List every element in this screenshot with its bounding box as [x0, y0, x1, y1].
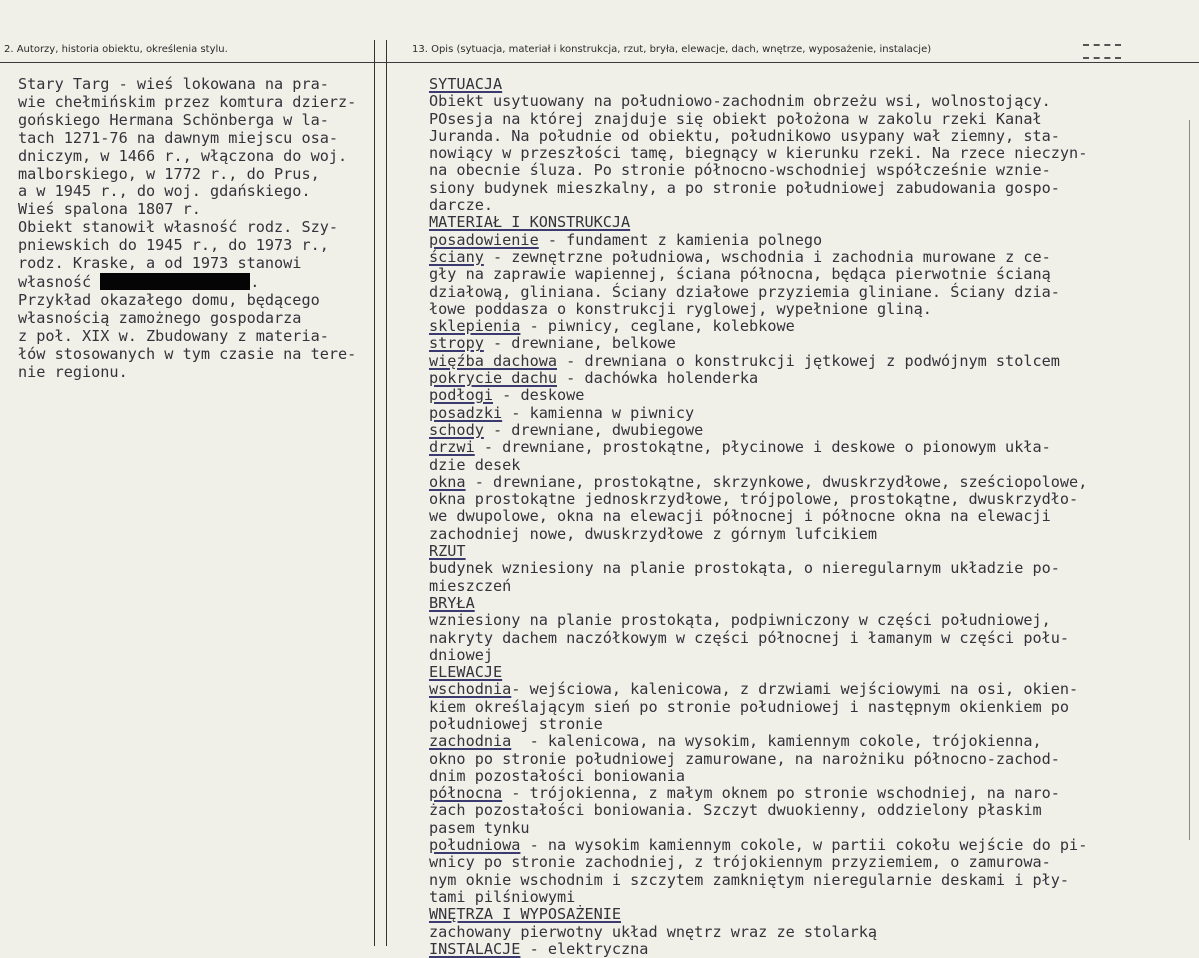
description-line — [429, 93, 1194, 110]
history-line: a w 1945 r., do woj. gdańskiego. — [18, 182, 311, 201]
description-line — [429, 785, 1194, 802]
line-text: nym oknie wschodnim i szczytem zamkniętym nieregularnie deskami i pły- — [429, 870, 1070, 889]
description-line — [429, 526, 1194, 543]
underlined-term: ELEWACJE — [429, 663, 503, 682]
header-rule — [0, 62, 1199, 63]
description-line — [429, 647, 1194, 664]
underlined-term: stropy — [429, 334, 484, 353]
underlined-term: RZUT — [429, 542, 466, 561]
line-text: - trójokienna, z małym oknem po stronie wschodniej, na naro- — [502, 784, 1060, 803]
underlined-term: posadowienie — [429, 230, 539, 249]
line-text: - piwnicy, ceglane, kolebkowe — [520, 317, 795, 336]
description-line — [429, 872, 1194, 889]
underlined-term: wschodnia — [429, 680, 512, 699]
line-text: na obecnie śluza. Po stronie północno-wschodniej współcześnie wznie- — [429, 161, 1051, 180]
description-text — [429, 76, 1194, 958]
history-line: wie chełmińskim przez komtura dzierz- — [18, 92, 357, 111]
description-line — [429, 733, 1194, 750]
line-text: darcze. — [429, 196, 494, 215]
history-line: z poł. XIX w. Zbudowany z materia- — [18, 326, 329, 345]
description-line — [429, 630, 1194, 647]
line-text: - dachówka holenderka — [557, 369, 759, 388]
description-line — [429, 768, 1194, 785]
owner-suffix: . — [250, 272, 260, 291]
line-text: okna prostokątne jednoskrzydłowe, trójpolowe, prostokątne, dwuskrzydło- — [429, 490, 1079, 509]
line-text: - na wysokim kamiennym cokole, w partii cokołu wejście do pi- — [520, 836, 1088, 855]
description-line — [429, 111, 1194, 128]
line-text: siony budynek mieszkalny, a po stronie południowej zabudowania gospo- — [429, 178, 1060, 197]
description-line — [429, 405, 1194, 422]
section-heading — [429, 906, 1194, 923]
underlined-term: okna — [429, 472, 466, 491]
underlined-term: MATERIAŁ I KONSTRUKCJA — [429, 213, 631, 232]
line-text: łowe poddasza o konstrukcji ryglowej, wypełnione gliną. — [429, 299, 932, 318]
line-text: pasem tynku — [429, 818, 530, 837]
description-line — [429, 699, 1194, 716]
underlined-term: pokrycie dachu — [429, 369, 558, 388]
history-line: rodz. Kraske, a od 1973 stanowi — [18, 254, 302, 273]
description-line — [429, 145, 1194, 162]
line-text: - drewniane, prostokątne, płycinowe i deskowe o pionowym ukła- — [474, 438, 1051, 457]
history-line: Obiekt stanowił własność rodz. Szy- — [18, 218, 339, 237]
line-text: - drewniane, dwubiegowe — [483, 420, 704, 439]
underlined-term: ściany — [429, 247, 484, 266]
line-text: żach pozostałości boniowania. Szczyt dwuokienny, oddzielony płaskim — [429, 801, 1042, 820]
section-heading — [429, 664, 1194, 681]
line-text: kiem określającym sień po stronie południowej i następnym okienkiem po — [429, 697, 1070, 716]
description-line — [429, 578, 1194, 595]
line-text: - fundament z kamienia polnego — [538, 230, 823, 249]
line-text: we dwupolowe, okna na elewacji północnej i północne okna na elewacji — [429, 507, 1051, 526]
underlined-term: więźba dachowa — [429, 351, 558, 370]
history-line: tach 1271-76 na dawnym miejscu osa- — [18, 128, 339, 147]
description-line — [429, 681, 1194, 698]
line-text: wnicy po stronie zachodniej, z trójokiennym przyziemiem, o zamurowa- — [429, 853, 1051, 872]
underlined-term: północna — [429, 784, 503, 803]
description-line — [429, 284, 1194, 301]
underlined-term: drzwi — [429, 438, 475, 457]
owner-label: własność — [18, 272, 101, 291]
underlined-term: podłogi — [429, 386, 494, 405]
history-line: dniczym, w 1466 r., włączona do woj. — [18, 146, 348, 165]
section-13-header: 13. Opis (sytuacja, materiał i konstrukcja, rzut, bryła, elewacje, dach, wnętrze, wyposażenie, instalacje) — [412, 44, 932, 55]
line-text: wzniesiony na planie prostokąta, podpiwniczony w części południowej, — [429, 611, 1051, 630]
line-text: - drewniane, prostokątne, skrzynkowe, dwuskrzydłowe, sześciopolowe, — [465, 472, 1088, 491]
line-text: zachodniej nowe, dwuskrzydłowe z górnym lufcikiem — [429, 524, 878, 543]
underlined-term: BRYŁA — [429, 593, 475, 612]
history-line: gońskiego Hermana Schönberga w la- — [18, 110, 329, 129]
line-text: POsesja na której znajduje się obiekt położona w zakolu rzeki Kanał — [429, 109, 1042, 128]
line-text: - deskowe — [493, 386, 585, 405]
line-text: okno po stronie południowej zamurowane, na narożniku północno-zachod- — [429, 749, 1060, 768]
description-line — [429, 802, 1194, 819]
underlined-term: INSTALACJE — [429, 939, 521, 958]
description-line — [429, 560, 1194, 577]
description-line — [429, 820, 1194, 837]
description-line — [429, 837, 1194, 854]
description-line — [429, 232, 1194, 249]
description-line — [429, 854, 1194, 871]
line-text: budynek wzniesiony na planie prostokąta, o nieregularnym układzie po- — [429, 559, 1060, 578]
description-line — [429, 301, 1194, 318]
history-text — [18, 76, 390, 381]
form-mark — [1083, 44, 1121, 59]
line-text: - elektryczna — [520, 939, 649, 958]
description-line — [429, 508, 1194, 525]
description-line — [429, 128, 1194, 145]
description-line — [429, 439, 1194, 456]
line-text: - zewnętrzne południowa, wschodnia i zachodnia murowane z ce- — [483, 247, 1051, 266]
description-line — [429, 716, 1194, 733]
line-text: - wejściowa, kalenicowa, z drzwiami wejściowymi na osi, okien- — [511, 680, 1079, 699]
section-heading — [429, 214, 1194, 231]
section-2-header: 2. Autorzy, historia obiektu, określenia stylu. — [4, 44, 228, 55]
line-text: tami pilśniowymi — [429, 887, 576, 906]
description-line — [429, 457, 1194, 474]
line-text: dniowej — [429, 645, 494, 664]
description-line — [429, 612, 1194, 629]
line-text: - kamienna w piwnicy — [502, 403, 695, 422]
line-text: dnim pozostałości boniowania — [429, 766, 686, 785]
description-line — [429, 387, 1194, 404]
line-text: zachowany pierwotny układ wnętrz wraz ze stolarką — [429, 922, 878, 941]
description-line — [429, 924, 1194, 941]
section-heading — [429, 543, 1194, 560]
description-line — [429, 249, 1194, 266]
line-text: Obiekt usytuowany na południowo-zachodnim obrzeżu wsi, wolnostojący. — [429, 92, 1051, 111]
description-line — [429, 197, 1194, 214]
description-line — [429, 335, 1194, 352]
history-line: łów stosowanych w tym czasie na tere- — [18, 344, 357, 363]
line-text: - drewniane, belkowe — [483, 334, 676, 353]
line-text: - drewniana o konstrukcji jętkowej z podwójnym stolcem — [557, 351, 1060, 370]
line-text: mieszczeń — [429, 576, 512, 595]
underlined-term: południowa — [429, 836, 521, 855]
line-text: działową, gliniana. Ściany działowe przyziemia gliniane. Ściany dzia- — [429, 282, 1060, 301]
underlined-term: zachodnia — [429, 732, 512, 751]
history-line: nie regionu. — [18, 362, 128, 381]
history-line: Wieś spalona 1807 r. — [18, 200, 201, 219]
line-text: południowej stronie — [429, 714, 603, 733]
line-text: nowiący w przeszłości tamę, biegnący w kierunku rzeki. Na rzece nieczyn- — [429, 144, 1088, 163]
line-text: dzie desek — [429, 455, 521, 474]
description-line — [429, 353, 1194, 370]
line-text: Juranda. Na południe od obiektu, południkowo usypany wał ziemny, sta- — [429, 126, 1060, 145]
history-line: malborskiego, w 1772 r., do Prus, — [18, 164, 320, 183]
underlined-term: WNĘTRZA I WYPOSAŻENIE — [429, 905, 622, 924]
line-text: nakryty dachem naczółkowym w części północnej i łamanym w części połu- — [429, 628, 1070, 647]
description-line — [429, 422, 1194, 439]
underlined-term: schody — [429, 420, 484, 439]
description-line — [429, 491, 1194, 508]
underlined-term: posadzki — [429, 403, 503, 422]
underlined-term: sklepienia — [429, 317, 521, 336]
history-line: Przykład okazałego domu, będącego — [18, 290, 320, 309]
line-text: gły na zaprawie wapiennej, ściana północna, będąca pierwotnie ścianą — [429, 265, 1051, 284]
history-line: Stary Targ - wieś lokowana na pra- — [18, 75, 329, 93]
owner-line — [18, 273, 390, 292]
description-line — [429, 266, 1194, 283]
description-line — [429, 941, 1194, 958]
description-line — [429, 162, 1194, 179]
line-text: - kalenicowa, na wysokim, kamiennym cokole, trójokienna, — [511, 732, 1042, 751]
description-line — [429, 180, 1194, 197]
description-line — [429, 889, 1194, 906]
description-line — [429, 751, 1194, 768]
history-line: własnością zamożnego gospodarza — [18, 308, 302, 327]
section-heading — [429, 76, 1194, 93]
description-line — [429, 370, 1194, 387]
redaction-bar — [100, 273, 250, 290]
section-heading — [429, 595, 1194, 612]
description-line — [429, 474, 1194, 491]
history-line: pniewskich do 1945 r., do 1973 r., — [18, 236, 329, 255]
underlined-term: SYTUACJA — [429, 75, 503, 93]
description-line — [429, 318, 1194, 335]
